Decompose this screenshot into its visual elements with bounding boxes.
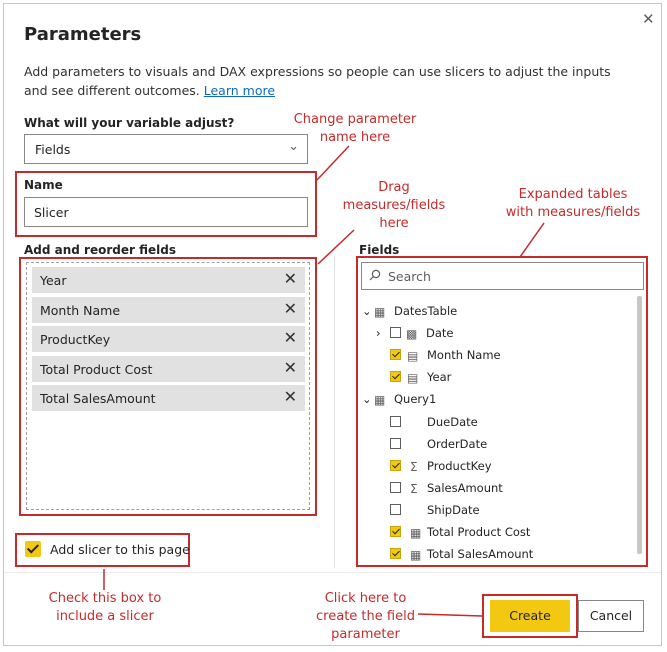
annotation-line: parameter xyxy=(331,627,400,642)
search-placeholder: Search xyxy=(388,269,431,284)
tree-label: ProductKey xyxy=(427,459,492,473)
calculator-icon: ▦ xyxy=(410,548,422,562)
name-input[interactable]: Slicer xyxy=(24,197,308,227)
field-chip-label: ProductKey xyxy=(40,332,111,347)
annotation-line: Click here to xyxy=(324,591,407,606)
tree-label: DatesTable xyxy=(394,304,458,318)
tree-label: Month Name xyxy=(427,348,501,362)
annotation-line: here xyxy=(379,216,409,231)
learn-more-link[interactable]: Learn more xyxy=(203,83,276,98)
field-chip-label: Year xyxy=(40,273,67,288)
adjust-value: Fields xyxy=(35,142,71,157)
create-button[interactable]: Create xyxy=(490,600,570,632)
calculator-icon: ▦ xyxy=(410,526,422,540)
annotation-line: Drag xyxy=(378,180,410,195)
reorder-label: Add and reorder fields xyxy=(24,243,176,257)
field-chip-label: Total SalesAmount xyxy=(40,391,156,406)
annotation-line: Change parameter xyxy=(293,112,417,127)
chevron-right-icon[interactable]: › xyxy=(376,326,381,340)
tree-label: Date xyxy=(426,326,454,340)
calendar-icon: ▩ xyxy=(406,327,418,341)
hierarchy-icon: ▤ xyxy=(407,371,419,385)
fields-label: Fields xyxy=(359,243,400,257)
hierarchy-icon: ▤ xyxy=(407,349,419,363)
annotation-line: Expanded tables xyxy=(518,187,628,202)
chevron-down-icon: ⌄ xyxy=(288,139,299,154)
description-text: Add parameters to visuals and DAX expressions so people can use slicers to adjust the inputs and see different outcomes. xyxy=(24,64,611,98)
sigma-icon: Σ xyxy=(410,482,418,496)
close-icon[interactable]: ✕ xyxy=(642,10,655,28)
annotation-line: include a slicer xyxy=(56,609,154,624)
field-chip-label: Total Product Cost xyxy=(40,362,153,377)
remove-icon[interactable]: ✕ xyxy=(283,328,297,347)
remove-icon[interactable]: ✕ xyxy=(283,299,297,318)
remove-icon[interactable]: ✕ xyxy=(283,358,297,377)
tree-label: Query1 xyxy=(394,392,437,406)
annotation-line: create the field xyxy=(316,609,415,624)
cancel-button[interactable]: Cancel xyxy=(578,600,644,632)
annotation-line: name here xyxy=(319,130,391,145)
remove-icon[interactable]: ✕ xyxy=(283,387,297,406)
chevron-down-icon[interactable]: ⌄ xyxy=(362,392,372,406)
annotation-pointers xyxy=(4,4,661,645)
field-chip-label: Month Name xyxy=(40,303,121,318)
table-icon: ▦ xyxy=(374,393,386,407)
tree-label: Total SalesAmount xyxy=(427,547,534,561)
table-icon: ▦ xyxy=(374,305,386,319)
tree-label: DueDate xyxy=(427,415,478,429)
add-slicer-label: Add slicer to this page xyxy=(50,542,190,557)
tree-label: OrderDate xyxy=(427,437,488,451)
chevron-down-icon[interactable]: ⌄ xyxy=(362,304,372,318)
annotation-line: measures/fields xyxy=(342,198,446,213)
annotation-line: Check this box to xyxy=(48,591,162,606)
parameters-dialog xyxy=(3,3,662,646)
tree-label: SalesAmount xyxy=(427,481,503,495)
name-label: Name xyxy=(24,178,63,192)
tree-label: Total Product Cost xyxy=(427,525,531,539)
sigma-icon: Σ xyxy=(410,460,418,474)
tree-label: Year xyxy=(427,370,452,384)
remove-icon[interactable]: ✕ xyxy=(283,269,297,288)
adjust-label: What will your variable adjust? xyxy=(24,116,235,130)
annotation-line: with measures/fields xyxy=(505,205,641,220)
dialog-title: Parameters xyxy=(24,24,142,45)
tree-label: ShipDate xyxy=(427,503,480,517)
